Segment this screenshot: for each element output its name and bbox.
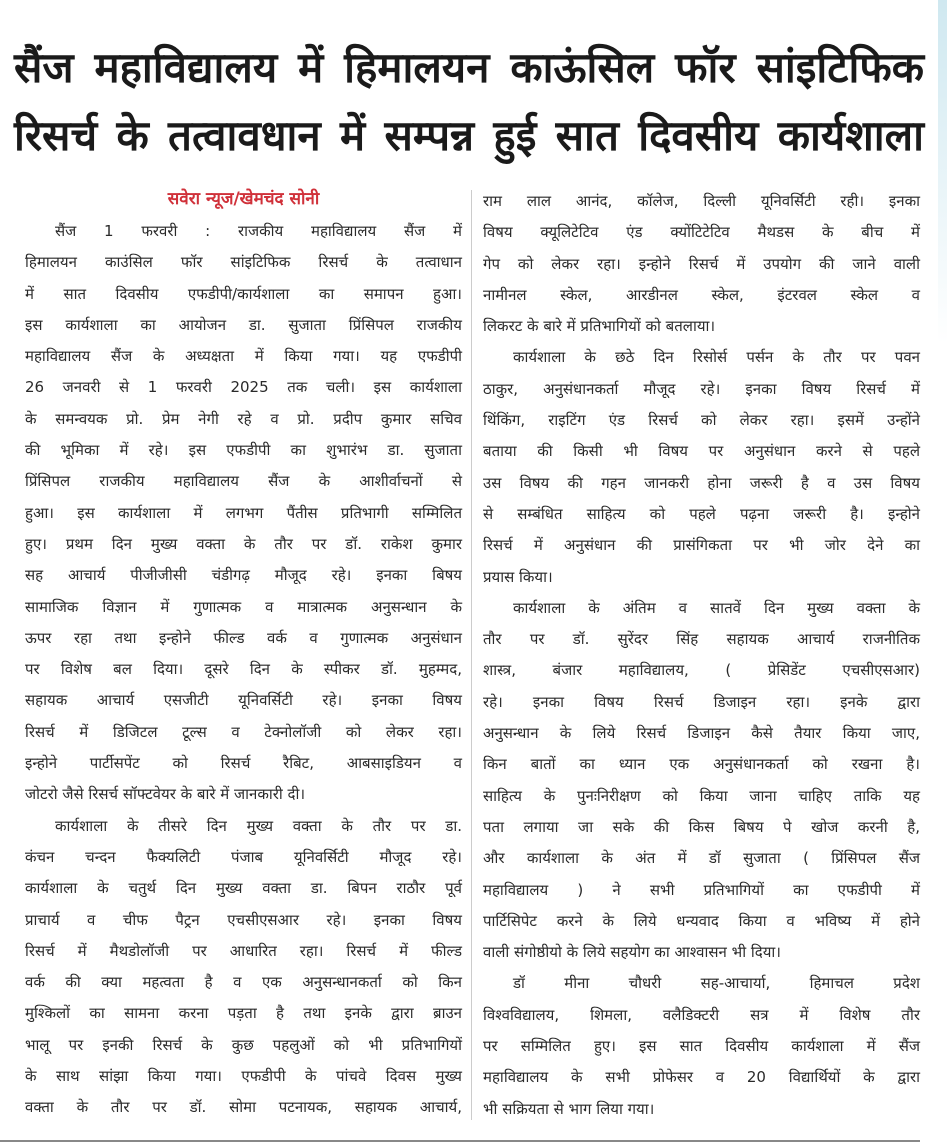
paragraph [483,593,920,969]
text-line: सहायक आचार्य एसजीटी यूनिवर्सिटी रहे। इनका विषय [25,691,462,710]
text-line: विश्वविद्यालय, शिमला, वलैडिक्टरी सत्र में विशेष तौर [483,1005,920,1024]
article-column-right [483,186,920,1125]
byline: सवेरा न्यूज/खेमचंद सोनी [167,189,320,209]
text-line: बताया की किसी भी विषय पर अनुसंधान करने से पहले [483,442,920,461]
text-line: कार्यशाला के तीसरे दिन मुख्य वक्ता के तौर पर डा. [55,816,462,835]
text-line: पता लगाया जा सके की किस बिषय पे खोज करनी है, [483,817,920,836]
paragraph [483,342,920,592]
text-line: मुश्किलों का सामना करना पड़ता है तथा इनके द्वारा ब्राउन [25,1004,462,1023]
text-line: सैंज 1 फरवरी : राजकीय महाविद्यालय सैंज में [55,222,462,240]
text-line: की भूमिका में रहे। इस एफडीपी का शुभारंभ डा. सुजाता [25,441,462,460]
text-line: प्रिंसिपल राजकीय महाविद्यालय सैंज के आशीर्वाचनों से [25,472,462,491]
text-line: सह आचार्य पीजीजीसी चंडीगढ़ मौजूद रहे। इनका बिषय [25,566,462,585]
text-line: पर विशेष बल दिया। दूसरे दिन के स्पीकर डॉ. मुहम्मद, [25,660,462,679]
bottom-rule [0,1140,920,1142]
page-edge-strip [938,0,947,1147]
text-line: कार्यशाला के अंतिम व सातवें दिन मुख्य वक्ता के [513,598,920,617]
paragraph [25,811,462,1124]
article-column-left [25,216,462,1124]
text-line: गेप को लेकर रहा। इन्होने रिसर्च में उपयोग की जाने वाली [483,254,920,273]
text-line: भी सक्रियता से भाग लिया गया। [483,1099,655,1118]
text-line: रिसर्च में अनुसंधान की प्रासंगिकता पर भी जोर देने का [483,536,920,555]
text-line: महाविद्यालय ) ने सभी प्रतिभागियों का एफडीपी में [483,880,920,899]
text-line: शास्त्र, बंजार महाविद्यालय, ( प्रेसिडेंट एचसीएसआर) [483,661,920,680]
text-line: जोटरो जैसे रिसर्च सॉफ्टवेयर के बारे में जानकारी दी। [25,785,306,804]
paragraph [483,186,920,342]
text-line: पर सम्मिलित हुए। इस सात दिवसीय कार्यशाला में सैंज [483,1037,920,1056]
text-line: राम लाल आनंद, कॉलेज, दिल्ली यूनिवर्सिटी रही। इनका [483,192,920,210]
text-line: हुए। प्रथम दिन मुख्य वक्ता के तौर पर डॉ. राकेश कुमार [25,534,462,553]
text-line: से सम्बंधित साहित्य को पहले पढ़ना जरूरी है। इन्होने [483,504,920,523]
text-line: नामीनल स्केल, आरडीनल स्केल, इंटरवल स्केल व [483,285,920,304]
text-line: हिमालयन काउंसिल फॉर सांइटिफिक रिसर्च के तत्वाधान [25,253,462,272]
text-line: वक्ता के तौर पर डॉ. सोमा पटनायक, सहायक आचार्य, [25,1098,462,1117]
text-line: इन्होने पार्टीसपेंट को रिसर्च रैबिट, आबसाइडियन व [25,754,462,773]
text-line: रहे। इनका विषय रिसर्च डिजाइन रहा। इनके द्वारा [483,692,920,711]
text-line: 26 जनवरी से 1 फरवरी 2025 तक चली। इस कार्यशाला [25,378,462,397]
text-line: कार्यशाला के छठे दिन रिसोर्स पर्सन के तौर पर पवन [513,348,920,367]
column-divider [471,190,472,1120]
headline-line-2: रिसर्च के तत्वावधान में सम्पन्न हुई सात दिवसीय कार्यशाला [14,111,924,160]
text-line: रिसर्च में डिजिटल टूल्स व टेक्नोलॉजी को लेकर रहा। [25,722,462,741]
text-line: कार्यशाला के चतुर्थ दिन मुख्य वक्ता डा. बिपन राठौर पूर्व [25,879,462,898]
text-line: अनुसन्धान के लिये रिसर्च डिजाइन कैसे तैयार किया जाए, [483,724,920,743]
text-line: के समन्वयक प्रो. प्रेम नेगी रहे व प्रो. प्रदीप कुमार सचिव [25,409,462,428]
text-line: महाविद्यालय के सभी प्रोफेसर व 20 विद्यार्थियों के द्वारा [483,1068,920,1087]
text-line: विषय क्यूलिटेटिव एंड क्योंटिटेटिव मैथडस के बीच में [483,223,920,242]
text-line: महाविद्यालय सैंज के अध्यक्षता में किया गया। यह एफडीपी [25,347,462,366]
text-line: डॉ मीना चौधरी सह-आचार्या, हिमाचल प्रदेश [513,974,920,993]
text-line: में सात दिवसीय एफडीपी/कार्यशाला का समापन हुआ। [25,284,462,303]
text-line: किन बातों का ध्यान एक अनुसंधानकर्ता को रखना है। [483,755,920,774]
paragraph [25,216,462,811]
text-line: सामाजिक विज्ञान में गुणात्मक व मात्रात्मक अनुसन्धान के [25,597,462,616]
text-line: हुआ। इस कार्यशाला में लगभग पैंतीस प्रतिभागी सम्मिलित [25,503,462,522]
text-line: भालू पर इनकी रिसर्च के कुछ पहलुओं को भी प्रतिभागियों [25,1035,462,1054]
text-line: थिंकिंग, राइटिंग एंड रिसर्च को लेकर रहा। इसमें उन्होंने [483,411,920,430]
text-line: उस विषय की गहन जानकरी होना जरूरी है व उस विषय [483,473,920,492]
text-line: और कार्यशाला के अंत में डॉ सुजाता ( प्रिंसिपल सैंज [483,849,920,868]
text-line: तौर पर डॉ. सुरेंदर सिंह सहायक आचार्य राजनीतिक [483,630,920,649]
headline [14,34,924,170]
headline-line-1: सैंज महाविद्यालय में हिमालयन काऊंसिल फॉर सांइटिफिक [14,43,924,92]
text-line: प्राचार्य व चीफ पैट्रन एचसीएसआर रहे। इनका विषय [25,910,462,929]
text-line: प्रयास किया। [483,567,553,586]
text-line: वर्क की क्या महत्वता है व एक अनुसन्धानकर्ता को किन [25,973,462,992]
text-line: रिसर्च में मैथडोलॉजी पर आधारित रहा। रिसर्च में फील्ड [25,941,462,960]
text-line: के साथ सांझा किया गया। एफडीपी के पांचवे दिवस मुख्य [25,1067,462,1086]
text-line: साहित्य के पुनःनिरीक्षण को किया जाना चाहिए ताकि यह [483,786,920,805]
text-line: पार्टिसिपेट करने के लिये धन्यवाद किया व भविष्य में होने [483,911,920,930]
text-line: लिकरट के बारे में प्रतिभागियों को बतलाया। [483,317,716,336]
text-line: वाली संगोष्ठीयो के लिये सहयोग का आश्वासन भी दिया। [483,943,781,962]
text-line: इस कार्यशाला का आयोजन डा. सुजाता प्रिंसिपल राजकीय [25,315,462,334]
text-line: कंचन चन्दन फैक्यलिटी पंजाब यूनिवर्सिटी मौजूद रहे। [25,847,462,866]
text-line: ठाकुर, अनुसंधानकर्ता मौजूद रहे। इनका विषय रिसर्च में [483,379,920,398]
text-line: ऊपर रहा तथा इन्होने फील्ड वर्क व गुणात्मक अनुसंधान [25,628,462,647]
paragraph [483,968,920,1124]
